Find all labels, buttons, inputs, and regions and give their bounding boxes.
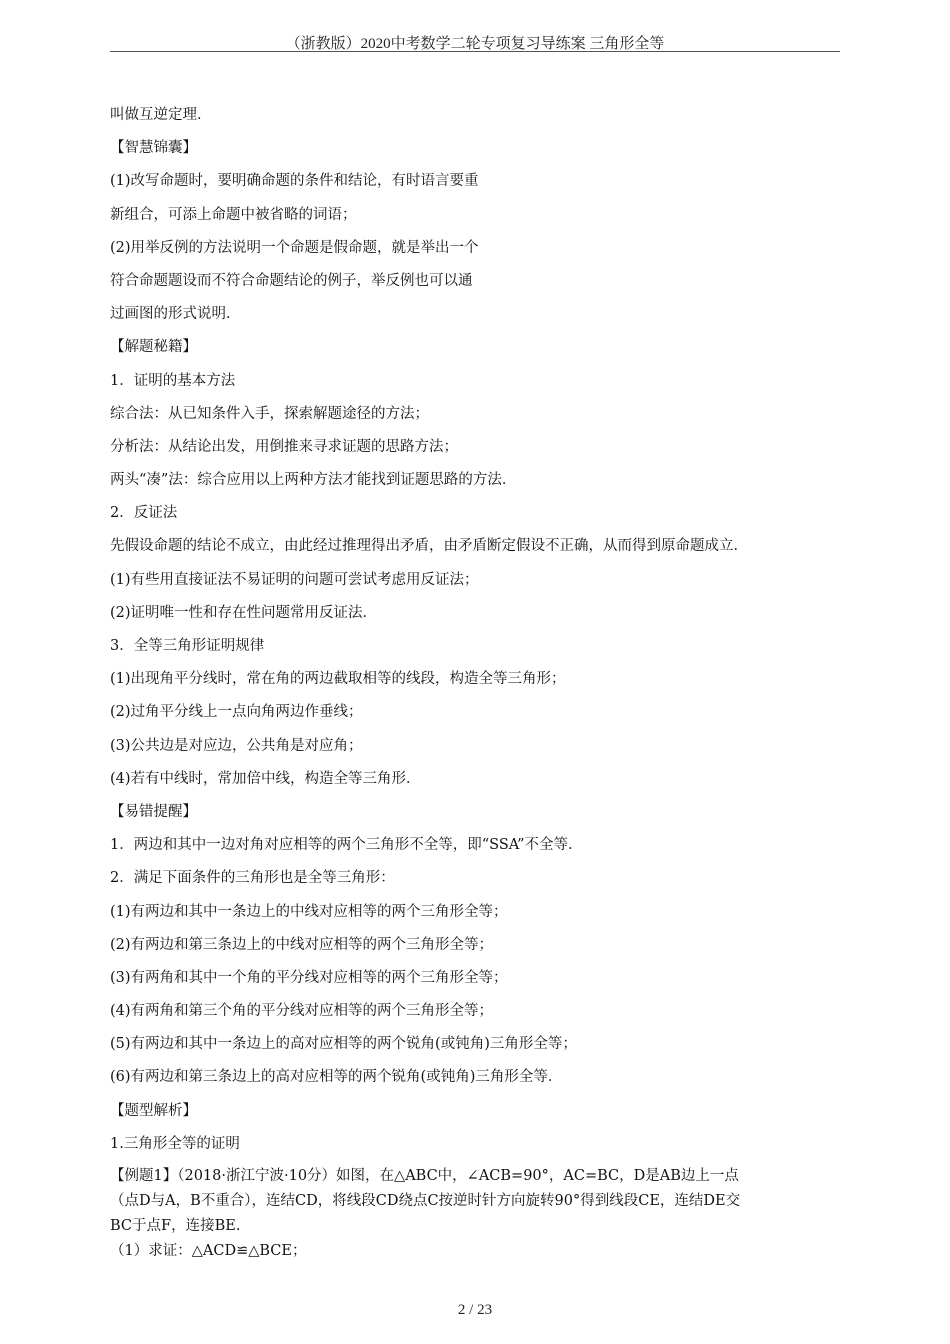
- text-line: (6)有两边和第三条边上的高对应相等的两个锐角(或钝角)三角形全等．: [110, 1069, 563, 1086]
- text-line: (1)有些用直接证法不易证明的问题可尝试考虑用反证法；: [110, 571, 479, 588]
- text-line: 分析法：从结论出发，用倒推来寻求证题的思路方法；: [110, 438, 458, 455]
- example-line: BC于点F，连接BE.: [110, 1218, 241, 1234]
- page-header: （浙教版）2020中考数学二轮专项复习导练案 三角形全等: [285, 36, 665, 52]
- text-line: (1)出现角平分线时，常在角的两边截取相等的线段，构造全等三角形；: [110, 671, 566, 688]
- example-problem: [110, 1161, 845, 1264]
- text-line: (4)有两角和第三个角的平分线对应相等的两个三角形全等；: [110, 1003, 494, 1020]
- text-line: 两头“凑”法：综合应用以上两种方法才能找到证题思路的方法．: [110, 472, 517, 489]
- text-line: (2)用举反例的方法说明一个命题是假命题，就是举出一个: [110, 239, 479, 256]
- text-line: (1)改写命题时，要明确命题的条件和结论，有时语言要重: [110, 173, 479, 190]
- text-line: 1.三角形全等的证明: [110, 1135, 240, 1152]
- text-line: 综合法：从已知条件入手，探索解题途径的方法；: [110, 405, 429, 422]
- text-line: 2．反证法: [110, 505, 178, 522]
- page-number: 2 / 23: [457, 1302, 493, 1318]
- section-heading: 【易错提醒】: [110, 803, 197, 820]
- text-line: (3)有两角和其中一个角的平分线对应相等的两个三角形全等；: [110, 969, 508, 986]
- section-heading: 【解题秘籍】: [110, 339, 197, 356]
- text-line: 过画图的形式说明．: [110, 306, 241, 323]
- section-heading: 【题型解析】: [110, 1102, 197, 1119]
- text-line: 先假设命题的结论不成立，由此经过推理得出矛盾，由矛盾断定假设不正确，从而得到原命题成立．: [110, 538, 748, 555]
- text-line: (1)有两边和其中一条边上的中线对应相等的两个三角形全等；: [110, 903, 508, 920]
- text-line: (5)有两边和其中一条边上的高对应相等的两个锐角(或钝角)三角形全等；: [110, 1036, 577, 1053]
- text-line: 2．满足下面条件的三角形也是全等三角形：: [110, 870, 395, 887]
- text-line: 1．两边和其中一边对角对应相等的两个三角形不全等，即“SSA”不全等．: [110, 837, 583, 854]
- document-body: [110, 99, 845, 1264]
- section-heading: 【智慧锦囊】: [110, 140, 197, 157]
- text-line: (2)证明唯一性和存在性问题常用反证法．: [110, 604, 378, 621]
- header-divider: [110, 51, 840, 52]
- example-line: 【例题1】（2018·浙江宁波·10分）如图，在△ABC中，∠ACB=90°，AC=BC，D是AB边上一点: [110, 1168, 739, 1184]
- text-line: (3)公共边是对应边，公共角是对应角；: [110, 737, 363, 754]
- text-line: 叫做互逆定理．: [110, 107, 212, 123]
- example-line: （1）求证：△ACD≌△BCE；: [110, 1243, 307, 1259]
- text-line: (4)若有中线时，常加倍中线，构造全等三角形．: [110, 770, 421, 787]
- text-line: (2)有两边和第三条边上的中线对应相等的两个三角形全等；: [110, 936, 494, 953]
- text-line: 1．证明的基本方法: [110, 372, 236, 389]
- text-line: 符合命题题设而不符合命题结论的例子，举反例也可以通: [110, 272, 473, 289]
- text-line: (2)过角平分线上一点向角两边作垂线；: [110, 704, 363, 721]
- text-line: 3．全等三角形证明规律: [110, 638, 265, 654]
- example-line: （点D与A，B不重合），连结CD，将线段CD绕点C按逆时针方向旋转90°得到线段CE，连结DE交: [110, 1193, 741, 1209]
- text-line: 新组合，可添上命题中被省略的词语；: [110, 206, 357, 223]
